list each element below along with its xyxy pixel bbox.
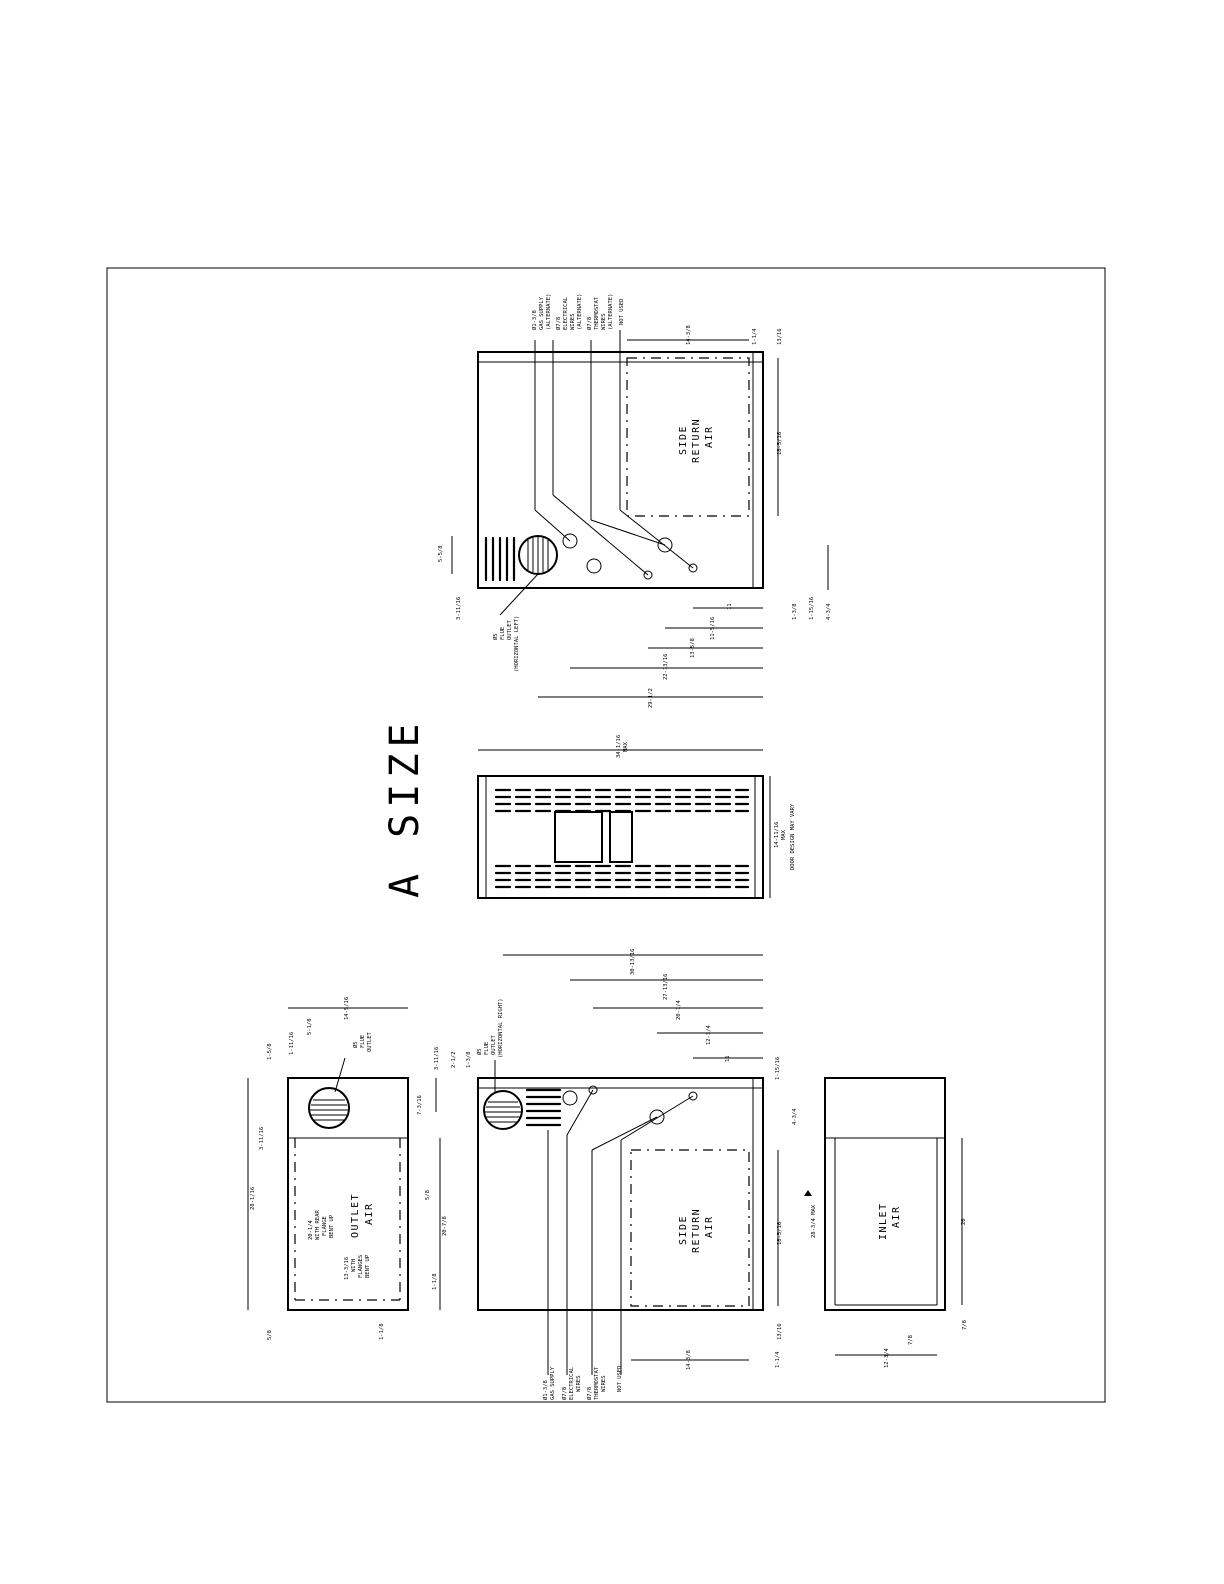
bottom-dim-30-13-16: 30-13/16	[630, 948, 636, 975]
front-louvers-top	[496, 790, 748, 811]
bottom-dim-18-5-16: 18-5/16	[777, 1221, 783, 1245]
bottom-dim-13-16: 13/16	[777, 1323, 783, 1340]
door-design-note: DOOR DESIGN MAY VARY	[790, 803, 796, 870]
top-gas-callout-2: GAS SUPPLY	[539, 296, 545, 330]
top-knockout-icon	[587, 559, 601, 573]
front-dim-width-max: MAX	[623, 742, 629, 752]
outlet-dim-28-1-16: 28-1/16	[250, 1186, 256, 1210]
inlet-view-outline	[825, 1078, 945, 1310]
top-flue-callout-2: FLUE	[500, 626, 506, 640]
bottom-gas-callout-2: GAS SUPPLY	[550, 1366, 556, 1400]
bottom-side-return-opening	[631, 1150, 749, 1306]
top-dim-3-11-16: 3-11/16	[456, 596, 462, 620]
outlet-dim-1-1-8-bottom: 1-1/8	[379, 1323, 385, 1340]
bottom-dim-2-1-2: 2-1/2	[451, 1051, 457, 1068]
bottom-flue-callout-2: FLUE	[484, 1041, 490, 1055]
bottom-tstat-callout-3: WIRES	[601, 1375, 607, 1392]
top-side-return-label-3: AIR	[704, 425, 715, 448]
top-elec-callout-3: WIRES	[570, 313, 576, 330]
inlet-max-arrow-icon	[804, 1190, 812, 1196]
top-elec-callout-4: (ALTERNATE)	[577, 293, 583, 330]
outlet-flue-2: FLUE	[360, 1034, 366, 1048]
outlet-dim-5-1-8: 5-1/8	[307, 1018, 313, 1035]
top-side-return-label-2: RETURN	[691, 417, 702, 463]
outlet-dim-1-1-8-right: 1-1/8	[432, 1273, 438, 1290]
bottom-flue-callout-4: (HORIZONTAL RIGHT)	[498, 998, 504, 1058]
top-flue-vents	[486, 538, 514, 580]
outlet-inner-2: WITH REAR	[315, 1210, 321, 1240]
outlet-flue-1: Ø5	[353, 1041, 359, 1048]
front-panel-left	[555, 812, 602, 862]
top-gas-callout-1: Ø1-3/8	[532, 310, 538, 330]
inlet-dim-7-8-a: 7/8	[908, 1335, 914, 1345]
outlet-inner2-4: BENT UP	[365, 1254, 371, 1278]
outlet-dim-5-8-right: 5/8	[425, 1190, 431, 1200]
top-dim-18-5-16: 18-5/16	[777, 431, 783, 455]
outlet-label-2: AIR	[364, 1202, 375, 1225]
bottom-dim-14-3-8: 14-3/8	[686, 1350, 692, 1370]
bottom-elec-callout-1: Ø7/8	[562, 1386, 568, 1400]
inlet-dim-20: 20	[961, 1218, 967, 1225]
outlet-inner2-2: WITH	[351, 1258, 357, 1272]
top-flue-callout-3: OUTLET	[507, 620, 513, 640]
outlet-dim-20-7-8: 20-7/8	[442, 1216, 448, 1236]
outlet-end-view	[248, 997, 448, 1340]
bottom-elec-callout-2: ELECTRICAL	[569, 1366, 575, 1400]
bottom-view	[434, 949, 798, 1401]
outlet-dim-1-11-16: 1-11/16	[289, 1031, 295, 1055]
front-view	[478, 735, 796, 898]
outlet-flue-icon	[309, 1088, 349, 1128]
bottom-side-return-label-2: RETURN	[691, 1207, 702, 1253]
bottom-dim-1-3-8: 1-3/8	[466, 1051, 472, 1068]
bottom-flue-callout-3: OUTLET	[491, 1035, 497, 1055]
drawing-title: A SIZE	[382, 717, 428, 898]
outlet-dim-5-8-left: 5/8	[267, 1330, 273, 1340]
front-dim-width: 34-1/16	[616, 734, 622, 758]
outlet-inner-1: 20-1/4	[308, 1220, 314, 1240]
bottom-dim-12-3-4: 12-3/4	[706, 1025, 712, 1045]
top-elec-callout-2: ELECTRICAL	[563, 296, 569, 330]
bottom-flue-outlet-icon	[484, 1091, 522, 1129]
top-gas-callout-3: (ALTERNATE)	[546, 293, 552, 330]
top-dim-22-13-16: 22-13/16	[663, 653, 669, 680]
top-notused-callout: NOT USED	[619, 298, 625, 325]
outlet-dim-1-5-8: 1-5/8	[267, 1043, 273, 1060]
outlet-inner-3: FLANGE	[322, 1216, 328, 1236]
bottom-dim-11: 11	[725, 1055, 731, 1062]
top-dim-1-15-16: 1-15/16	[809, 596, 815, 620]
bottom-notused-callout: NOT USED	[617, 1365, 623, 1392]
top-dim-29-1-2: 29-1/2	[648, 688, 654, 708]
inlet-dim-12-3-4: 12-3/4	[884, 1348, 890, 1368]
bottom-elec-callout-3: WIRES	[576, 1375, 582, 1392]
top-flue-callout-1: Ø5	[493, 633, 499, 640]
inlet-dim-max: 28-3/4 MAX	[811, 1204, 817, 1238]
bottom-dim-27-13-16: 27-13/16	[663, 973, 669, 1000]
outlet-dim-3-11-16: 3-11/16	[259, 1126, 265, 1150]
top-dim-13-5-8: 13-5/8	[690, 638, 696, 658]
bottom-gas-callout-1: Ø1-3/8	[543, 1380, 549, 1400]
inlet-label-2: AIR	[891, 1205, 902, 1228]
top-side-return-label-1: SIDE	[678, 424, 689, 455]
top-dim-11-5-16: 11-5/16	[710, 616, 716, 640]
top-dim-1-1-4: 1-1/4	[752, 328, 758, 345]
outlet-dim-14-5-16: 14-5/16	[344, 996, 350, 1020]
top-tstat-callout-4: (ALTERNATE)	[608, 293, 614, 330]
inlet-end-view	[804, 1078, 968, 1368]
bottom-dim-4-3-4: 4-3/4	[792, 1108, 798, 1125]
bottom-side-return-label-3: AIR	[704, 1215, 715, 1238]
top-elec-callout-1: Ø7/8	[556, 316, 562, 330]
top-flue-callout-4: (HORIZONTAL LEFT)	[514, 615, 520, 672]
outlet-inner2-1: 13-3/16	[344, 1256, 350, 1280]
top-tstat-callout-2: THERMOSTAT	[594, 296, 600, 330]
bottom-dim-20-1-4: 20-1/4	[676, 1000, 682, 1020]
front-dim-height-max: MAX	[781, 830, 787, 840]
bottom-tstat-callout-2: THERMOSTAT	[594, 1366, 600, 1400]
bottom-dim-1-1-4: 1-1/4	[775, 1351, 781, 1368]
outlet-dim-7-3-16: 7-3/16	[417, 1095, 423, 1115]
top-dim-14-3-8: 14-3/8	[686, 325, 692, 345]
top-dim-13-16: 13/16	[777, 328, 783, 345]
top-dim-1-3-8: 1-3/8	[792, 603, 798, 620]
sheet-border	[107, 268, 1105, 1402]
bottom-gas-supply-hole-icon	[563, 1091, 577, 1105]
bottom-dim-3-11-16: 3-11/16	[434, 1046, 440, 1070]
outlet-label-1: OUTLET	[350, 1192, 361, 1238]
bottom-flue-vents	[527, 1090, 560, 1125]
bottom-flue-callout-1: Ø5	[477, 1048, 483, 1055]
top-view	[438, 294, 832, 708]
outlet-inner2-3: FLANGES	[358, 1254, 364, 1278]
bottom-tstat-callout-1: Ø7/8	[587, 1386, 593, 1400]
top-tstat-callout-1: Ø7/8	[587, 316, 593, 330]
outlet-flue-3: OUTLET	[367, 1032, 373, 1052]
outlet-inner-4: BENT UP	[329, 1214, 335, 1238]
top-tstat-callout-3: WIRES	[601, 313, 607, 330]
front-louvers-bottom	[496, 866, 748, 887]
front-panel-right	[610, 812, 632, 862]
bottom-dim-1-15-16: 1-15/16	[775, 1056, 781, 1080]
bottom-side-return-label-1: SIDE	[678, 1214, 689, 1245]
top-dim-11: 11	[727, 603, 733, 610]
front-dim-height: 14-11/16	[774, 821, 780, 848]
inlet-dim-7-8-b: 7/8	[962, 1320, 968, 1330]
top-dim-4-3-4: 4-3/4	[826, 603, 832, 620]
inlet-label-1: INLET	[878, 1202, 889, 1240]
top-dim-5-5-8: 5-5/8	[438, 545, 444, 562]
